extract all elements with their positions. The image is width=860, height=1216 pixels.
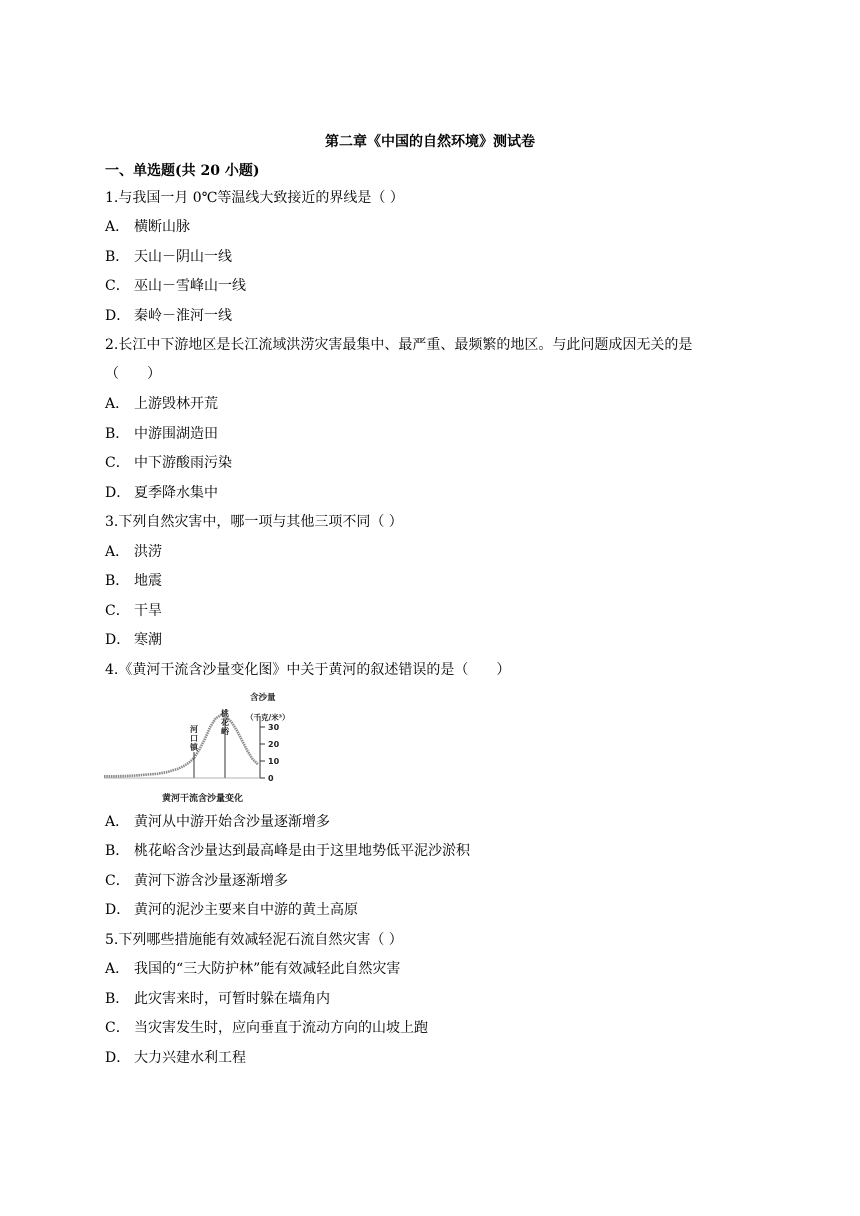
- y-tick-label: 10: [268, 757, 280, 766]
- question-4-option-c[interactable]: C． 黄河下游含沙量逐渐增多: [105, 873, 288, 889]
- y-tick-label: 20: [268, 740, 280, 749]
- question-2-stem: 2.长江中下游地区是长江流域洪涝灾害最集中、最严重、最频繁的地区。与此问题成因无关的是: [105, 337, 693, 353]
- question-4-option-a[interactable]: A． 黄河从中游开始含沙量逐渐增多: [105, 814, 330, 830]
- question-3-option-b[interactable]: B． 地震: [105, 573, 162, 589]
- page-title: 第二章《中国的自然环境》测试卷: [325, 134, 535, 150]
- question-2-option-b[interactable]: B． 中游围湖造田: [105, 426, 218, 442]
- question-3-option-c[interactable]: C． 干旱: [105, 603, 162, 619]
- station-label-char: 口: [190, 734, 198, 743]
- question-1-option-a[interactable]: A． 横断山脉: [105, 219, 190, 235]
- chart-yunit: （千克/米³）: [246, 713, 290, 722]
- sediment-chart: [100, 690, 320, 808]
- question-1-option-c[interactable]: C． 巫山－雪峰山一线: [105, 278, 246, 294]
- y-tick-label: 0: [268, 774, 274, 783]
- question-2-stem-continuation: （ ）: [105, 366, 161, 382]
- section-heading: 一、单选题(共 20 小题): [105, 163, 260, 179]
- question-5-option-b[interactable]: B． 此灾害来时，可暂时躲在墙角内: [105, 991, 330, 1007]
- question-2-option-a[interactable]: A． 上游毁林开荒: [105, 396, 218, 412]
- question-4-option-b[interactable]: B． 桃花峪含沙量达到最高峰是由于这里地势低平泥沙淤积: [105, 843, 470, 859]
- question-5-option-a[interactable]: A． 我国的“三大防护林”能有效减轻此自然灾害: [105, 961, 401, 977]
- question-1-stem: 1.与我国一月 0℃等温线大致接近的界线是（ ）: [105, 190, 404, 206]
- question-4-option-d[interactable]: D． 黄河的泥沙主要来自中游的黄土高原: [105, 902, 358, 918]
- station-label-char: 河: [190, 725, 198, 734]
- question-2-option-d[interactable]: D． 夏季降水集中: [105, 485, 218, 501]
- question-3-stem: 3.下列自然灾害中，哪一项与其他三项不同（ ）: [105, 514, 403, 530]
- chart-title: 黄河干流含沙量变化: [162, 794, 244, 804]
- question-5-option-c[interactable]: C． 当灾害发生时，应向垂直于流动方向的山坡上跑: [105, 1020, 428, 1036]
- station-label-char: 桃: [221, 709, 229, 718]
- station-label-char: 花: [221, 718, 229, 727]
- question-1-option-b[interactable]: B． 天山－阴山一线: [105, 249, 232, 265]
- station-label-char: 镇: [190, 743, 198, 752]
- y-tick-label: 30: [268, 723, 280, 732]
- sediment-chart-svg: [100, 690, 320, 808]
- question-1-option-d[interactable]: D． 秦岭－淮河一线: [105, 308, 232, 324]
- sediment-curve: [104, 715, 258, 776]
- question-5-stem: 5.下列哪些措施能有效减轻泥石流自然灾害（ ）: [105, 932, 403, 948]
- chart-ylabel: 含沙量: [250, 693, 276, 703]
- station-label-char: 峪: [221, 727, 229, 736]
- question-5-option-d[interactable]: D． 大力兴建水利工程: [105, 1050, 246, 1066]
- question-2-option-c[interactable]: C． 中下游酸雨污染: [105, 455, 232, 471]
- question-4-stem: 4.《黄河干流含沙量变化图》中关于黄河的叙述错误的是（ ）: [105, 662, 511, 678]
- question-3-option-a[interactable]: A． 洪涝: [105, 544, 162, 560]
- question-3-option-d[interactable]: D． 寒潮: [105, 632, 162, 648]
